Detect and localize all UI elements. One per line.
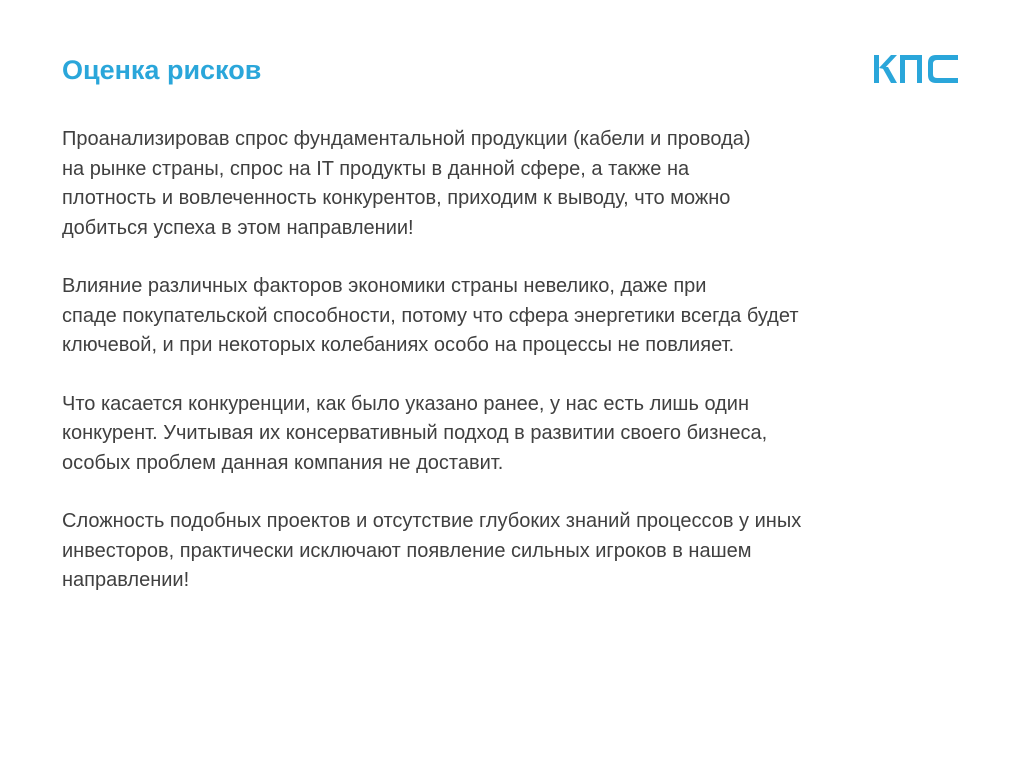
text-line: Что касается конкуренции, как было указано ранее, у нас есть лишь один bbox=[62, 392, 750, 415]
text-line: инвесторов, практически исключают появление сильных игроков в нашем bbox=[62, 539, 752, 562]
slide-title: Оценка рисков bbox=[62, 55, 262, 85]
text-line: Сложность подобных проектов и отсутствие глубоких знаний процессов у иных bbox=[62, 510, 802, 532]
paragraph-competition bbox=[62, 390, 942, 479]
text-line: спаде покупательской способности, потому что сфера энергетики всегда будет bbox=[62, 304, 799, 327]
text-line: особых проблем данная компания не доставит. bbox=[62, 451, 504, 474]
paragraph-economic-factors bbox=[62, 272, 942, 361]
text-line: на рынке страны, спрос на IT продукты в данной сфере, а также на bbox=[62, 157, 690, 180]
text-line: конкурент. Учитывая их консервативный подход в развитии своего бизнеса, bbox=[62, 422, 768, 444]
text-line: ключевой, и при некоторых колебаниях особо на процессы не повлияет. bbox=[62, 334, 735, 356]
text-line: Влияние различных факторов экономики страны невелико, даже при bbox=[62, 275, 707, 297]
text-line: добиться успеха в этом направлении! bbox=[62, 216, 414, 239]
text-line: Проанализировав спрос фундаментальной продукции (кабели и провода) bbox=[62, 128, 751, 150]
kps-logo bbox=[872, 52, 962, 86]
text-line: направлении! bbox=[62, 569, 190, 591]
paragraph-market-analysis bbox=[62, 125, 942, 243]
slide-body bbox=[62, 125, 942, 625]
paragraph-project-complexity bbox=[62, 507, 942, 596]
text-line: плотность и вовлеченность конкурентов, приходим к выводу, что можно bbox=[62, 187, 731, 209]
